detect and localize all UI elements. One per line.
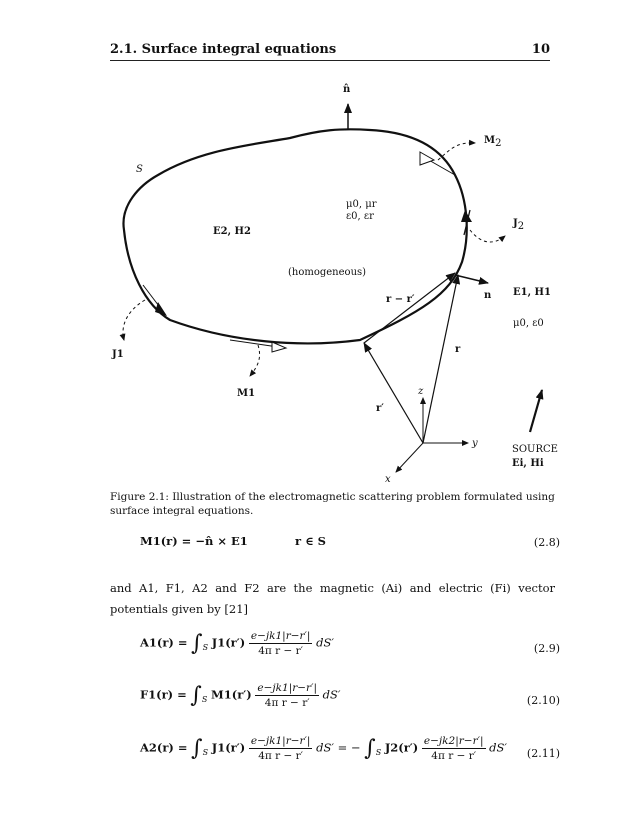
label-n: n <box>484 290 492 301</box>
eq29-tail: dS′ <box>316 635 334 650</box>
eq210-denominator: 4π r − r′ <box>264 697 310 709</box>
eq211-tail: dS′ <box>489 740 508 755</box>
label-z: z <box>418 386 424 397</box>
eq211-integrand2: J2(r′) <box>384 740 419 755</box>
eq211-fraction <box>249 735 313 762</box>
n-normal-arrow <box>455 275 488 283</box>
j1-dashed-field <box>123 300 145 340</box>
label-m2: M2 <box>484 135 502 149</box>
eq29-denominator: 4π r − r′ <box>258 645 304 657</box>
equation-2-11: $A2(r) = \int_S$ J1(r′) $\frac{e-jk1|r-r'|}{\text{4π r − r′}}$ dS′ = − $\int_S$ J2(r′) $\frac{e-jk2|r-r'|}{\text{4π r − r′}}$ dS′ (2.11) <box>140 735 560 762</box>
eq29-int-sub: S <box>202 642 209 652</box>
eq210-integrand: M1(r′) <box>211 687 252 702</box>
eq211-int-sub: S <box>202 747 209 757</box>
j1-filled-arrow <box>155 302 167 316</box>
equation-2-9: $A1(r) = \int_S$ J1(r′) $\frac{e-jk1|r-r'|}{\text{4π r − r′}}$ dS′ (2.9) <box>140 630 560 657</box>
eq211-numerator2: e−jk2|r−r′| <box>423 735 484 747</box>
eq29-lhs: A1(r) = <box>140 635 188 650</box>
eq211-int-sub2: S <box>375 747 382 757</box>
eq29-integrand: J1(r′) <box>211 635 246 650</box>
eq210-number: (2.10) <box>526 694 560 707</box>
label-mu0-mur: μ0, μr <box>346 199 377 210</box>
page-number: 10 <box>531 42 550 57</box>
scatterer-boundary <box>123 129 466 343</box>
label-j2: J2 <box>513 218 525 232</box>
eq29-fraction <box>249 630 313 657</box>
label-source: SOURCE <box>512 444 558 455</box>
eq211-integrand: J1(r′) <box>211 740 246 755</box>
eq210-int-sub: S <box>201 694 208 704</box>
label-homogeneous: (homogeneous) <box>288 267 367 278</box>
label-eps0-epsr: ε0, εr <box>346 211 374 222</box>
label-r-minus-rprime: r − r′ <box>386 294 415 305</box>
label-rprime: r′ <box>376 403 384 414</box>
equation-2-10: $F1(r) = \int_S$ M1(r′) $\frac{e-jk1|r-r'|}{\text{4π r − r′}}$ dS′ (2.10) <box>140 682 560 709</box>
eq29-number: (2.9) <box>533 642 560 655</box>
eq210-fraction <box>255 682 319 709</box>
body-paragraph: and A1, F1, A2 and F2 are the magnetic (Ai) and electric (Fi) vector potentials given by [21] <box>110 581 555 616</box>
eq210-lhs: F1(r) = <box>140 687 187 702</box>
j2-dashed-field <box>470 230 505 242</box>
eq29-numerator: e−jk1|r−r′| <box>250 630 311 642</box>
eq210-tail: dS′ <box>322 687 341 702</box>
r-minus-rprime-vector <box>364 273 455 343</box>
eq211-fraction2 <box>422 735 486 762</box>
eq28-number: (2.8) <box>533 536 560 549</box>
eq211-numerator: e−jk1|r−r′| <box>250 735 311 747</box>
eq211-number: (2.11) <box>526 747 560 760</box>
eq28-cond: r ∈ S <box>295 534 326 548</box>
label-mu0-eps0: μ0, ε0 <box>513 318 544 329</box>
eq211-mid: dS′ = − <box>316 740 361 755</box>
label-ei-hi: Ei, Hi <box>512 458 544 469</box>
label-x: x <box>385 474 391 485</box>
r-vector <box>423 275 458 443</box>
r-prime-vector <box>364 343 423 443</box>
eq211-denominator2: 4π r − r′ <box>431 750 477 762</box>
label-m1: M1 <box>237 388 256 399</box>
eq210-numerator: e−jk1|r−r′| <box>257 682 317 694</box>
label-j1: J1 <box>112 349 124 360</box>
equation-2-8 <box>140 534 560 574</box>
label-y: y <box>472 438 478 449</box>
eq211-denominator: 4π r − r′ <box>258 750 304 762</box>
figure-caption: Figure 2.1: Illustration of the electromagnetic scattering problem formulated using surface integral equations. <box>110 491 555 517</box>
label-r: r <box>455 344 461 355</box>
label-n-hat: n̂ <box>343 84 351 95</box>
section-title: 2.1. Surface integral equations <box>110 42 337 57</box>
label-e2h2: E2, H2 <box>213 226 251 237</box>
x-axis <box>396 443 423 472</box>
eq28-lhs: M1(r) = −n̂ × E1 <box>140 534 248 548</box>
m1-dashed-field <box>250 345 260 376</box>
label-s: S <box>136 164 143 175</box>
label-e1h1: E1, H1 <box>513 287 551 298</box>
source-arrow <box>530 390 542 432</box>
eq211-lhs: A2(r) = <box>140 740 188 755</box>
m2-open-arrow <box>420 152 434 165</box>
